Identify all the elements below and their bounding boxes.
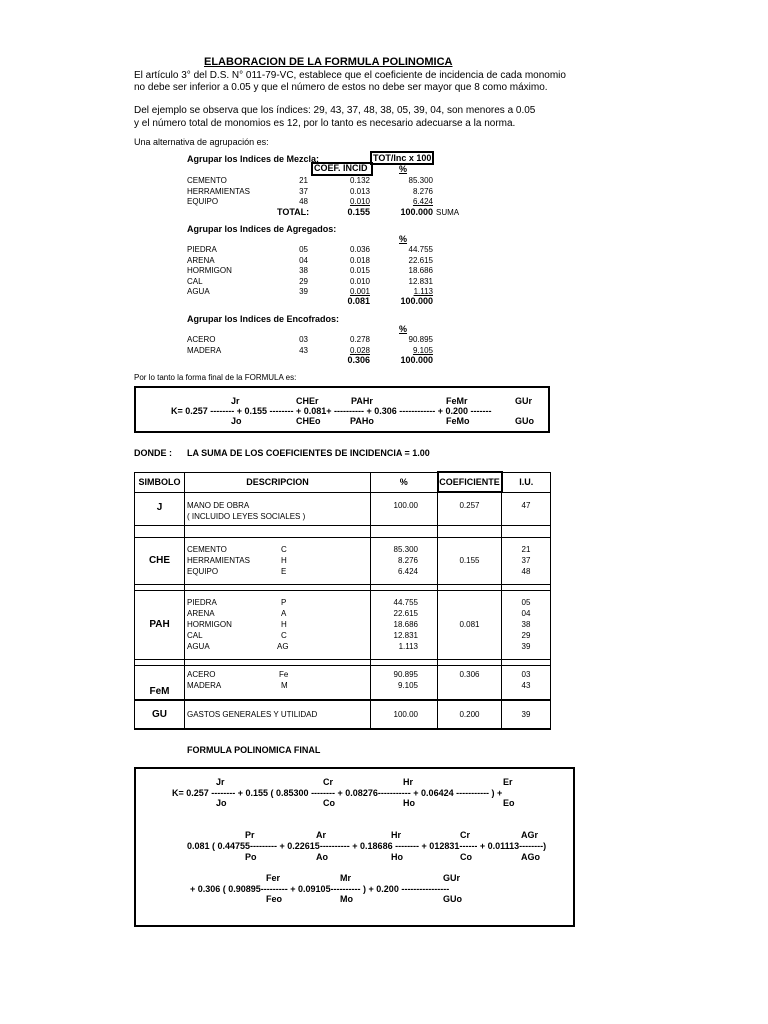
final-heading: FORMULA POLINOMICA FINAL [187,745,321,755]
header-pct: % [371,472,438,492]
tot-header: TOT/Inc x 100 [373,153,432,163]
item-iu: 43 [521,680,531,690]
item-line [187,566,370,577]
final-den: Co [460,852,472,862]
agregados-heading: Agrupar los Indices de Agregados: [187,224,337,234]
donde-label: DONDE : [134,448,172,458]
item-code: M [281,680,288,690]
agregados-idx: 04 [299,256,308,265]
agregados-coef: 0.018 [349,256,370,265]
coef-cell [438,492,502,525]
agregados-total-pct: 100.000 [400,296,433,306]
pct-cell [371,665,438,700]
final-den: Po [245,852,257,862]
final-den: Ho [391,852,403,862]
example-line-1: Del ejemplo se observa que los índices: 29, 43, 37, 48, 38, 05, 39, 04, son menores a 0.05 [134,105,536,116]
final-num: Fer [266,873,281,883]
pct-cell [371,700,438,729]
item-iu: 38 [521,620,531,629]
agregados-pct: 18.686 [408,266,433,275]
item-code: AG [277,642,289,651]
example-line-2: y el número total de monomios es 12, por lo tanto es necesario adecuarse a la norma. [134,118,516,129]
item-name: CEMENTO [187,545,227,554]
table-spacer-row [135,525,551,537]
mezcla-idx: 48 [299,197,308,206]
mezcla-pct: 85.300 [408,176,433,185]
group-coef: 0.306 [459,669,480,679]
item-line [187,555,370,566]
agregados-pct: 1.113 [413,287,433,296]
symbol-cell: J [135,492,185,525]
agregados-name: CAL [187,277,203,286]
final-num: Hr [391,830,402,840]
mezcla-heading: Agrupar los Indices de Mezcla: [187,154,320,164]
header-coeficiente: COEFICIENTE [438,472,502,492]
mezcla-idx: 21 [299,176,308,185]
final-line-1: K= 0.257 -------- + 0.155 ( 0.85300 -------- + 0.08276----------- + 0.06424 ----------- ) + [172,788,503,798]
table-row [135,590,551,659]
final-num: Jr [216,777,225,787]
header-descripcion: DESCRIPCION [185,472,371,492]
agregados-pct: 22.615 [408,256,433,265]
encofrados-idx: 43 [299,346,308,355]
final-num: Ar [316,830,327,840]
item-name: ACERO [187,669,216,679]
formula-den: Jo [231,416,242,426]
mezcla-pct-header: % [399,164,408,174]
item-code: C [281,545,287,554]
item-code: A [281,609,287,618]
table-row [135,700,551,729]
final-den: Mo [340,894,353,904]
pct-cell [371,590,438,659]
mezcla-total-coef: 0.155 [347,207,370,217]
item-line [187,630,370,641]
group-coef: 0.081 [459,620,480,629]
coef-header: COEF. INCID [314,163,368,173]
formula-den: CHEo [296,416,321,426]
agregados-idx: 38 [299,266,308,275]
iu-cell [502,665,551,700]
mezcla-name: EQUIPO [187,197,219,206]
encofrados-pct: 90.895 [408,335,433,344]
final-num: Cr [323,777,334,787]
description-cell [185,492,371,525]
item-name: ( INCLUIDO LEYES SOCIALES ) [187,511,306,521]
item-iu: 05 [521,598,531,607]
coefficients-table [134,471,551,730]
encofrados-heading: Agrupar los Indices de Encofrados: [187,314,340,324]
symbol-cell: CHE [135,537,185,584]
agregados-name: ARENA [187,256,215,265]
description-cell [185,537,371,584]
encofrados-coef: 0.028 [349,346,370,355]
encofrados-name: ACERO [187,335,216,344]
agregados-name: PIEDRA [187,245,217,254]
symbol-cell: PAH [135,590,185,659]
iu-cell [502,537,551,584]
encofrados-pct: 9.105 [412,346,433,355]
item-code: Fe [279,669,289,679]
agregados-idx: 29 [299,277,308,286]
item-name: GASTOS GENERALES Y UTILIDAD [187,710,318,719]
item-pct: 1.113 [398,642,418,651]
final-den: Ao [316,852,328,862]
item-code: E [281,567,287,576]
final-den: Eo [503,798,515,808]
pct-cell [371,492,438,525]
agregados-coef: 0.015 [349,266,370,275]
formula-num: Jr [231,396,240,406]
item-iu: 21 [521,545,531,554]
item-line [187,680,370,691]
formula-den: GUo [515,416,534,426]
mezcla-coef: 0.132 [349,176,370,185]
formula-num: PAHr [351,396,373,406]
mezcla-coef: 0.013 [349,187,370,196]
tot-header-box [370,151,434,165]
item-pct: 12.831 [393,631,418,640]
formula-num: FeMr [446,396,468,406]
final-num: Mr [340,873,351,883]
final-den: Ho [403,798,415,808]
por-lo-tanto-text: Por lo tanto la forma final de la FORMULA es: [134,373,297,382]
agregados-coef: 0.036 [349,245,370,254]
alternative-text: Una alternativa de agrupación es: [134,137,269,147]
donde-text: LA SUMA DE LOS COEFICIENTES DE INCIDENCIA = 1.00 [187,448,430,458]
final-den: Jo [216,798,227,808]
final-den: Feo [266,894,283,904]
symbol-cell: FeM [135,665,185,700]
description-cell [185,590,371,659]
agregados-pct: 44.755 [408,245,433,254]
mezcla-total-pct: 100.000 [400,207,433,217]
pct-cell [371,537,438,584]
agregados-idx: 39 [299,287,308,296]
item-iu: 29 [521,631,531,640]
item-line [187,641,370,652]
formula-num: GUr [515,396,533,406]
encofrados-name: MADERA [187,346,222,355]
table-row [135,665,551,700]
item-iu: 47 [521,500,531,510]
item-name: CAL [187,631,203,640]
agregados-idx: 05 [299,245,308,254]
final-line-3: + 0.306 ( 0.90895--------- + 0.09105---------- ) + 0.200 ---------------- [190,884,450,894]
item-line [187,619,370,630]
agregados-coef: 0.001 [349,287,370,296]
group-coef: 0.257 [459,501,480,510]
description-cell [185,665,371,700]
item-code: H [281,620,287,629]
item-iu: 39 [521,642,531,651]
coef-cell [438,665,502,700]
item-name: PIEDRA [187,598,217,607]
agregados-pct-header: % [399,234,408,244]
item-iu: 03 [521,669,531,679]
item-pct: 44.755 [393,598,418,607]
mezcla-total-label: TOTAL: [277,207,310,217]
page-title: ELABORACION DE LA FORMULA POLINOMICA [204,56,453,68]
item-code: H [281,556,287,565]
formula-den: PAHo [350,416,374,426]
intro-line-1: El artículo 3° del D.S. N° 011-79-VC, establece que el coeficiente de incidencia de cada monomio [134,70,566,81]
iu-cell [502,590,551,659]
item-pct: 6.424 [397,567,418,576]
final-den: GUo [443,894,462,904]
agregados-name: HORMIGON [187,266,232,275]
item-name: AGUA [187,642,210,651]
iu-cell [502,700,551,729]
group-coef: 0.200 [459,710,480,719]
encofrados-total-pct: 100.000 [400,355,433,365]
final-den: Co [323,798,335,808]
item-code: C [281,631,287,640]
item-line [187,544,370,555]
item-name: HORMIGON [187,620,232,629]
mezcla-pct: 8.276 [412,187,433,196]
item-iu: 48 [521,567,531,576]
final-num: Cr [460,830,471,840]
encofrados-total-coef: 0.306 [347,355,370,365]
mezcla-pct: 6.424 [412,197,433,206]
item-name: HERRAMIENTAS [187,556,250,565]
item-pct: 100.00 [393,710,418,719]
item-pct: 85.300 [393,545,418,554]
agregados-total-coef: 0.081 [347,296,370,306]
item-pct: 22.615 [393,609,418,618]
item-name: ARENA [187,609,215,618]
coef-cell [438,537,502,584]
header-simbolo: SIMBOLO [135,472,185,492]
final-num: Hr [403,777,414,787]
item-pct: 18.686 [393,620,418,629]
agregados-name: AGUA [187,287,210,296]
iu-cell [502,492,551,525]
item-iu: 39 [521,710,531,719]
item-name: MANO DE OBRA [187,500,250,510]
item-line [187,597,370,608]
mezcla-name: HERRAMIENTAS [187,187,250,196]
suma-label: SUMA [436,208,460,217]
final-den: AGo [521,852,540,862]
formula-main-line: K= 0.257 -------- + 0.155 -------- + 0.081+ ---------- + 0.306 ------------ + 0.200 ------- [171,406,492,416]
item-iu: 37 [521,556,531,565]
item-iu: 04 [521,609,531,618]
symbol-cell: GU [135,700,185,729]
mezcla-idx: 37 [299,187,308,196]
item-pct: 100.00 [393,500,418,510]
mezcla-coef: 0.010 [349,197,370,206]
item-pct: 8.276 [397,556,418,565]
formula-den: FeMo [446,416,470,426]
coef-cell [438,700,502,729]
encofrados-coef: 0.278 [349,335,370,344]
table-row [135,537,551,584]
item-name: EQUIPO [187,567,219,576]
intro-line-2: no debe ser inferior a 0.05 y que el número de estos no debe ser mayor que 8 como máximo. [134,82,548,93]
formula-num: CHEr [296,396,319,406]
coef-cell [438,590,502,659]
final-num: Er [503,777,513,787]
item-line [187,608,370,619]
header-iu: I.U. [502,472,551,492]
agregados-pct: 12.831 [408,277,433,286]
item-name: MADERA [187,680,222,690]
agregados-coef: 0.010 [349,277,370,286]
mezcla-name: CEMENTO [187,176,227,185]
final-num: Pr [245,830,255,840]
item-code: P [281,598,287,607]
item-line [187,669,370,680]
group-coef: 0.155 [459,556,480,565]
table-header-row [135,472,551,492]
item-pct: 90.895 [393,669,418,679]
encofrados-pct-header: % [399,324,408,334]
description-cell [185,700,371,729]
encofrados-idx: 03 [299,335,308,344]
final-num: AGr [521,830,539,840]
final-num: GUr [443,873,461,883]
coef-header-box [311,162,373,176]
final-line-2: 0.081 ( 0.44755--------- + 0.22615---------- + 0.18686 -------- + 012831------ + 0.01113--------) [187,841,547,851]
table-row [135,492,551,525]
item-pct: 9.105 [397,680,418,690]
